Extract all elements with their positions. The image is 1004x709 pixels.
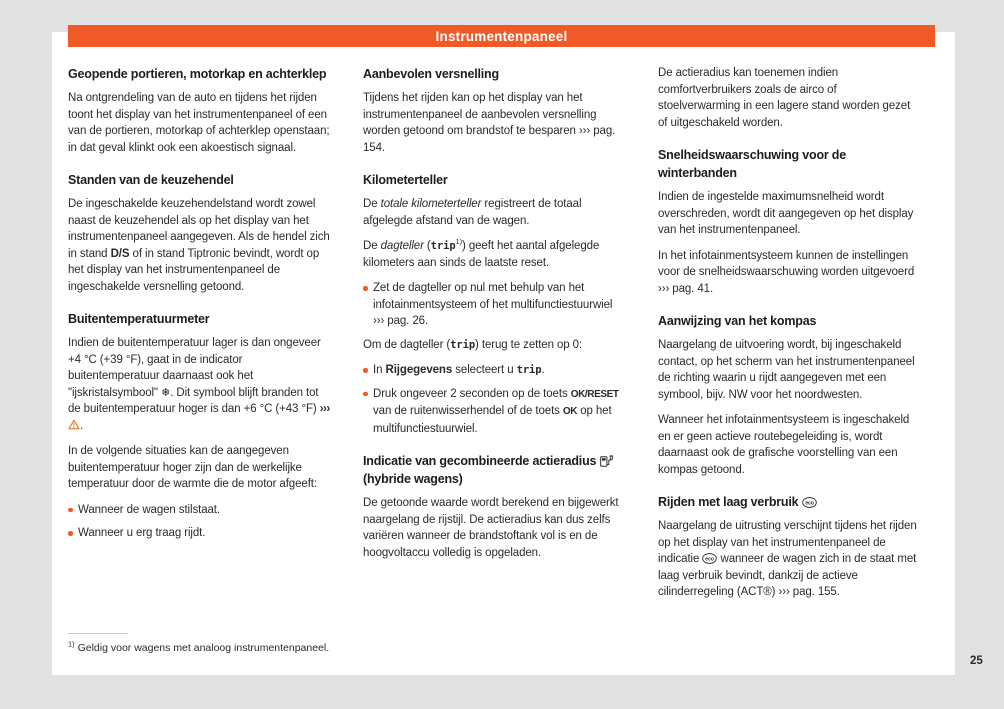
text-run: De [363, 240, 381, 252]
section-heading [363, 65, 625, 83]
warning-triangle-icon [68, 419, 80, 430]
page-number: 25 [970, 655, 983, 667]
paragraph [68, 335, 330, 434]
svg-text:eco: eco [705, 555, 715, 562]
text-run: . [541, 364, 545, 376]
paragraph [363, 196, 625, 229]
text-run: Aanwijzing van het kompas [658, 314, 817, 328]
text-run-arrows: ››› [319, 403, 330, 415]
text-run-m: trip [450, 338, 476, 351]
text-run: Aanbevolen versnelling [363, 67, 499, 81]
text-run: De [363, 198, 381, 210]
text-run: In [373, 364, 386, 376]
text-run: Naargelang de uitvoering wordt, bij ingeschakeld contact, op het scherm van het instrumentenpaneel de richting waarin u rijdt aangegeven met een symbool, bijv. NW voor het noordwesten. [658, 339, 915, 401]
text-run: Kilometerteller [363, 173, 448, 187]
text-run: Indicatie van gecombineerde actieradius [363, 454, 600, 468]
text-run: Snelheidswaarschuwing voor de winterbanden [658, 148, 846, 180]
text-run: Standen van de keuzehendel [68, 173, 234, 187]
footnote-text: Geldig voor wagens met analoog instrumentenpaneel. [77, 642, 330, 654]
chapter-header-bar [68, 25, 935, 47]
text-run: De getoonde waarde wordt berekend en bijgewerkt naargelang de rijstijl. De actieradius kan dus zelfs variëren wanneer de brandstoftank vol is en de hoogvoltaccu volledig is opgeladen. [363, 497, 619, 559]
text-run: wanneer de wagen zich in de staat met laag verbruik bevindt, dankzij de actieve cilinderregeling (ACT®) [658, 553, 917, 598]
text-run: registreert de totaal afgelegde afstand van de wagen. [363, 198, 582, 227]
paragraph [658, 65, 920, 131]
text-column-1 [68, 65, 330, 610]
bullet-item [363, 386, 625, 438]
text-run: Druk ongeveer 2 seconden op de toets [373, 387, 571, 400]
footnote [68, 633, 388, 655]
text-run: Na ontgrendeling van de auto en tijdens het rijden toont het display van het instrumentenpaneel of een van de portieren, motorkap of achterklep openstaan; in dat geval klinkt ook een akoestisch signaal. [68, 92, 330, 154]
eco-indicator-icon [802, 497, 817, 508]
paragraph [363, 337, 625, 354]
section-heading [658, 146, 920, 182]
columns [68, 65, 940, 610]
paragraph [68, 443, 330, 493]
text-run-k: OK/RESET [570, 388, 619, 400]
paragraph [658, 337, 920, 403]
bullet-item [68, 525, 330, 542]
text-run-sup: 1) [455, 237, 463, 247]
section-heading [658, 493, 920, 511]
text-run-m: trip [516, 364, 542, 376]
text-run: In het infotainmentsysteem kunnen de instellingen voor de snelheidswaarschuwing worden uitgevoerd [658, 249, 915, 278]
text-run-b: D/S [110, 247, 130, 260]
section-heading [68, 65, 330, 83]
paragraph [658, 518, 920, 601]
text-run: Zet de dagteller op nul met behulp van het infotainmentsysteem of het multifunctiestuurwiel [373, 282, 613, 311]
section-heading [68, 310, 330, 328]
text-run: ( [423, 240, 431, 252]
text-run: Naargelang de uitrusting verschijnt tijdens het rijden op het display van het instrumentenpaneel de indicatie [658, 520, 917, 565]
text-run: Indien de ingestelde maximumsnelheid wordt overschreden, wordt dit aangegeven op het display van het instrumentenpaneel. [658, 191, 914, 236]
text-run: Wanneer de wagen stilstaat. [78, 503, 220, 516]
bullet-item [363, 362, 625, 379]
footnote-rule [68, 633, 128, 634]
section-heading [363, 171, 625, 189]
text-run: In de volgende situaties kan de aangegeven buitentemperatuur hoger zijn dan de werkelijke temperatuur door de warmte die de motor afgeeft: [68, 445, 317, 490]
text-run: Geopende portieren, motorkap en achterklep [68, 67, 327, 81]
section-heading [68, 171, 330, 189]
text-run: Wanneer u erg traag rijdt. [78, 527, 206, 539]
paragraph [658, 412, 920, 478]
hybrid-range-icon [600, 455, 613, 467]
text-run: ) geeft het aantal afgelegde kilometers aan sinds de laatste reset. [363, 240, 600, 269]
text-run: De actieradius kan toenemen indien comfortverbruikers zoals de airco of stoelverwarming in een lagere stand worden gezet of uitgeschakeld worden. [658, 67, 911, 129]
text-run: . [80, 419, 84, 432]
text-run-b: Rijgegevens [385, 364, 453, 376]
text-run: Wanneer het infotainmentsysteem is ingeschakeld en er geen actieve routebegeleiding is, wordt daarnaast ook de grafische voorstelling van een kompas getoond. [658, 414, 910, 476]
paragraph [363, 238, 625, 271]
chapter-title: Instrumentenpaneel [435, 28, 568, 44]
text-column-3 [658, 65, 920, 610]
text-run: ) terug te zetten op 0: [475, 338, 583, 351]
text-run: Indien de buitentemperatuur lager is dan ongeveer +4 °C (+39 °F), gaat in de indicator buitentemperatuur daarnaast ook het "ijskristalsymbool" [68, 337, 321, 399]
paragraph [363, 495, 625, 561]
text-column-2 [363, 65, 625, 610]
section-heading [658, 312, 920, 330]
text-run: (hybride wagens) [363, 472, 463, 486]
paragraph [363, 90, 625, 156]
text-run: van de ruitenwisserhendel of de toets [373, 405, 563, 417]
text-run-i: totale kilometerteller [380, 198, 482, 210]
section-heading [363, 452, 625, 488]
text-run: Tijdens het rijden kan op het display van het instrumentenpaneel de aanbevolen versnelling worden getoond om brandstof te besparen [363, 92, 597, 137]
footnote-marker: 1) [68, 639, 75, 649]
paragraph [658, 189, 920, 239]
text-run: Buitentemperatuurmeter [68, 312, 210, 326]
text-run: . Dit symbool blijft branden tot de buitentemperatuur hoger is dan +6 °C (+43 °F) [68, 386, 320, 415]
paragraph [68, 90, 330, 156]
text-run: Rijden met laag verbruik [658, 495, 802, 509]
paragraph [658, 248, 920, 298]
document-page [52, 32, 955, 675]
text-run-i: dagteller [380, 240, 424, 252]
page-reference-link[interactable]: ››› pag. 41. [658, 282, 714, 295]
text-run: Om de dagteller ( [363, 338, 451, 351]
eco-indicator-icon [702, 553, 717, 564]
text-run: selecteert u [452, 364, 517, 376]
snowflake-icon: ❄ [161, 385, 171, 399]
page-reference-link[interactable]: ››› pag. 155. [778, 586, 840, 598]
text-run: of in stand Tiptronic bevindt, wordt op het display van het instrumentenpaneel de ingeschakelde versnelling getoond. [68, 247, 320, 293]
paragraph [68, 196, 330, 295]
svg-text:eco: eco [805, 499, 814, 506]
text-run: De ingeschakelde keuzehendelstand wordt zowel naast de keuzehendel als op het display van het instrumentenpaneel aangegeven. Als de hendel zich in stand [68, 198, 330, 260]
text-run-k: OK [562, 406, 578, 417]
page-reference-link[interactable]: ››› pag. 154. [363, 125, 616, 154]
page-reference-link[interactable]: ››› pag. 26. [373, 315, 429, 327]
text-run: op het multifunctiestuurwiel. [373, 405, 612, 435]
text-run-m: trip [430, 240, 456, 252]
bullet-item [363, 280, 625, 330]
bullet-item [68, 502, 330, 519]
